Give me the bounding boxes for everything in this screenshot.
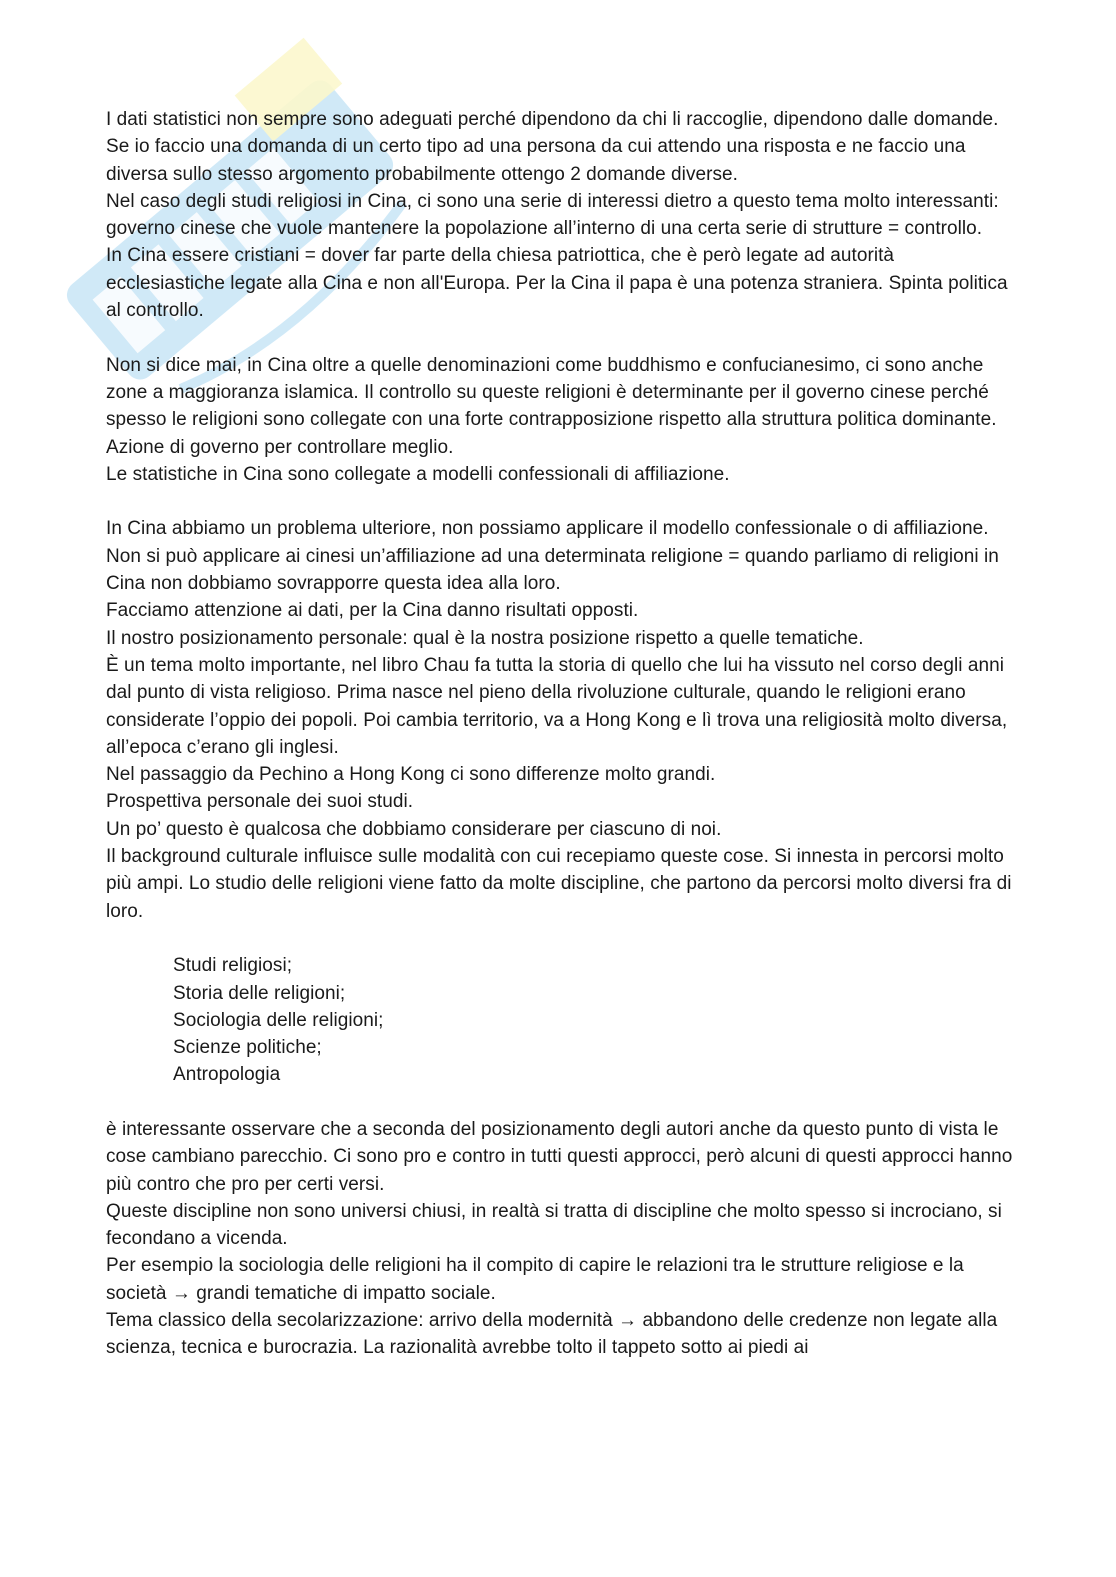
list-item: Scienze politiche; [173,1037,322,1059]
list-item: Sociologia delle religioni; [173,1009,384,1031]
document-body [106,106,1018,1362]
blank-line [106,488,1018,515]
blank-line [106,324,1018,351]
list-item: Studi religiosi; [173,955,293,977]
discipline-list [106,952,1018,1088]
paragraph: Per esempio la sociologia delle religioni ha il compito di capire le relazioni tra le strutture religiose e la società → grandi tematiche di impatto sociale. [106,1255,964,1304]
list-item: Storia delle religioni; [173,982,346,1004]
list-item: Antropologia [173,1064,281,1086]
paragraph: I dati statistici non sempre sono adeguati perché dipendono da chi li raccoglie, dipendono dalle domande. Se io faccio una domanda di un certo tipo ad una persona da cui attendo una risposta e ne faccio una diversa sullo stesso argomento probabilmente ottengo 2 domande diverse. [106,109,999,185]
blank-line [106,925,1018,952]
paragraph: Facciamo attenzione ai dati, per la Cina danno risultati opposti. [106,600,639,622]
paragraph: In Cina essere cristiani = dover far parte della chiesa patriottica, che è però legate ad autorità ecclesiastiche legate alla Cina e non all'Europa. Per la Cina il papa è una potenza straniera. Spinta politica al controllo. [106,245,1008,322]
paragraph: Queste discipline non sono universi chiusi, in realtà si tratta di discipline che molto spesso si incrociano, si fecondano a vicenda. [106,1200,1002,1250]
paragraph: è interessante osservare che a seconda del posizionamento degli autori anche da questo punto di vista le cose cambiano parecchio. Ci sono pro e contro in tutti questi approcci, però alcuni di questi approcci hanno più contro che pro per certi versi. [106,1118,1013,1195]
paragraph: In Cina abbiamo un problema ulteriore, non possiamo applicare il modello confessionale o di affiliazione. [106,518,989,540]
blank-line [106,1089,1018,1116]
paragraph: Le statistiche in Cina sono collegate a modelli confessionali di affiliazione. [106,463,730,485]
paragraph: Tema classico della secolarizzazione: arrivo della modernità → abbandono delle credenze non legate alla scienza, tecnica e burocrazia. La razionalità avrebbe tolto il tappeto sotto ai piedi ai [106,1310,998,1359]
paragraph: Nel passaggio da Pechino a Hong Kong ci sono differenze molto grandi. [106,764,716,786]
paragraph: Nel caso degli studi religiosi in Cina, ci sono una serie di interessi dietro a questo tema molto interessanti: governo cinese che vuole mantenere la popolazione all’interno di una certa serie di strutture = controllo. [106,190,999,240]
paragraph: Non si può applicare ai cinesi un’affiliazione ad una determinata religione = quando parliamo di religioni in Cina non dobbiamo sovrapporre questa idea alla loro. [106,545,999,595]
paragraph: Un po’ questo è qualcosa che dobbiamo considerare per ciascuno di noi. [106,818,722,840]
paragraph: Non si dice mai, in Cina oltre a quelle denominazioni come buddhismo e confucianesimo, ci sono anche zone a maggioranza islamica. Il controllo su queste religioni è determinante per il governo cinese perché spesso le religioni sono collegate con una forte contrapposizione rispetto alla struttura politica dominante. [106,354,997,431]
paragraph: Prospettiva personale dei suoi studi. [106,791,414,813]
paragraph: Il background culturale influisce sulle modalità con cui recepiamo queste cose. Si innesta in percorsi molto più ampi. Lo studio delle religioni viene fatto da molte discipline, che partono da percorsi molto diversi fra di loro. [106,846,1012,922]
paragraph: Il nostro posizionamento personale: qual è la nostra posizione rispetto a quelle tematiche. [106,627,864,649]
paragraph: Azione di governo per controllare meglio. [106,436,454,458]
paragraph: È un tema molto importante, nel libro Chau fa tutta la storia di quello che lui ha vissuto nel corso degli anni dal punto di vista religioso. Prima nasce nel pieno della rivoluzione culturale, quando le religioni erano considerate l’oppio dei popoli. Poi cambia territorio, va a Hong Kong e lì trova una religiosità molto diversa, all’epoca c’erano gli inglesi. [106,654,1008,758]
